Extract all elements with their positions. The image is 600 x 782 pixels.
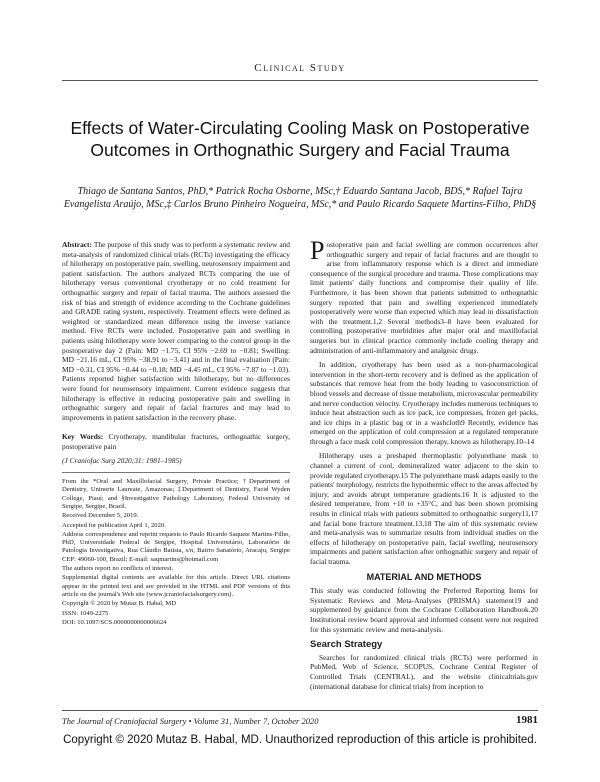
footer-rule <box>62 710 538 711</box>
footnote-issn: ISSN: 1049-2275 <box>62 609 109 617</box>
abstract-heading: Abstract: <box>62 240 92 249</box>
footnote-accepted: Accepted for publication April 1, 2020. <box>62 521 166 529</box>
footnote-received: Received December 5, 2019. <box>62 512 139 520</box>
footer-journal: The Journal of Craniofacial Surgery • Volume 31, Number 7, October 2020 <box>62 716 319 726</box>
keywords-text: Cryotherapy, mandibular fractures, orthognathic surgery, postoperative pain <box>62 432 290 451</box>
copyright-notice: Copyright © 2020 Mutaz B. Habal, MD. Unauthorized reproduction of this article is prohibited. <box>63 734 537 746</box>
page-number: 1981 <box>516 714 538 726</box>
article-title: Effects of Water-Circulating Cooling Mask on Postoperative Outcomes in Orthognathic Surgery and Facial Trauma <box>70 118 530 160</box>
drop-cap: P <box>310 236 325 265</box>
methods-heading: MATERIAL AND METHODS <box>366 571 482 582</box>
abstract <box>62 240 290 422</box>
intro-paragraph-2: In addition, cryotherapy has been used as a non-pharmacological intervention in the short-term recovery and is defined as the application of substances that remove heat from the body leading to vasoconstriction of blood vessels and decrease of tissue metabolism, microvascular permeability and nerve conduction velocity. Cryotherapy includes numerous techniques to induce heat abstraction such as ice pack, ice compresses, frozen gel packs, and ice chips in a plastic bag or in a washcloth9 Recently, evidence has emerged on the application of cold compression at a regulated temperature through a face mask cold compression therapy, known as hilotherapy.10–14 <box>310 360 538 446</box>
intro-text-1: ostoperative pain and facial swelling are common occurrences after orthognathic surgery and repair of facial fractures and are thought to arise from inflammatory response which is a direct and immediate consequence of the surgical procedure and trauma. These complications may limit patients' daily functions and compromise their quality of life. Furthermore, it has been shown that patients submitted to orthognathic surgery reported that pain and swelling experienced immediately postoperatively were worse than expected which may lead in dissatisfaction with the treatment.1,2 Several methods3–8 have been evaluated for controlling postoperative morbidities after major oral and maxillofacial surgeries but in clinical practice commonly include cooling therapy and administration of anti-inflammatory and analgesic drugs. <box>310 240 538 355</box>
footnote-affiliations: From the *Oral and Maxillofacial Surgery, Private Practice; †Department of Dentistry, Uninorte Laureate, Amazonas; ‡Department of Dentistry, Facid Wyden College, Piauí; and §Investigative Pathology Laboratory, Federal University of Sergipe, Sergipe, Brazil. <box>62 478 290 510</box>
footnote-supplemental: Supplemental digital contents are available for this article. Direct URL citations appear in the printed text and are provided in the HTML and PDF versions of this article on the journal's Web site (www.jcraniofacialsurgery.com). <box>62 574 290 598</box>
search-strategy-heading: Search Strategy <box>310 639 383 651</box>
keywords <box>62 432 290 451</box>
abstract-text: The purpose of this study was to perform a systematic review and meta-analysis of randomized clinical trials (RCTs) investigating the efficacy of hilotherapy on postoperative pain, swelling, neurosensory impairment and patient satisfaction. The authors analyzed RCTs comparing the use of hilotherapy versus conventional cryotherapy or no cold treatment for orthognathic surgery and repair of facial trauma. The authors assessed the risk of bias and strength of evidence according to the Cochrane guidelines and GRADE rating system, respectively. Treatment effects were defined as weighted or standardized mean difference using the inverse variance method. Five RCTs were included. Postoperative pain and swelling in patients using hilotherapy were lower comparing to the control group in the postoperative day 2 (Pain: MD −1.75, CI 95% −2.69 to −0.81; Swelling: MD −21.16 mL, CI 95% −38.91 to −3.41) and in the final evaluation (Pain: MD −0.31, CI 95% −0.44 to −0.18; MD −4.45 mL, CI 95% −7.87 to −1.03). Patients reported higher satisfaction with hilotherapy, but no differences were found for neurosensory impairment. Current evidence suggests that hilotherapy is effective in reducing postoperative pain and swelling in orthognathic surgery and repair of facial fractures and may lead to improvements in patient satisfaction in the recovery phase. <box>62 240 291 422</box>
footnote-conflicts: The authors report no conflicts of interest. <box>62 565 174 573</box>
intro-paragraph-1 <box>310 236 538 355</box>
search-strategy-text: Searches for randomized clinical trials (RCTs) were performed in PubMed, Web of Science, SCOPUS, Cochrane Central Register of Controlled Trials (CENTRAL), and the website clinicaltrials.gov (international database for clinical trials) from inception to <box>310 652 538 691</box>
footnote-rule <box>62 472 290 473</box>
author-list: Thiago de Santana Santos, PhD,* Patrick Rocha Osborne, MSc,† Eduardo Santana Jacob, BDS,* Rafael Tajra Evangelista Araújo, MSc,‡ Carlos Bruno Pinheiro Nogueira, MSc,* and Paulo Ricardo Saquete Martins-Filho, PhD§ <box>63 186 537 210</box>
left-column <box>62 240 290 628</box>
footnotes <box>62 478 290 627</box>
footnote-copyright: Copyright © 2020 by Mutaz B. Habal, MD <box>62 600 176 608</box>
keywords-heading: Key Words: <box>62 432 104 442</box>
citation: (J Craniofac Surg 2020;31: 1981–1985) <box>62 456 182 466</box>
intro-paragraph-3: Hilotherapy uses a preshaped thermoplastic polyurethane mask to channel a current of cool, demineralized water adjacent to the skin to provide regulated cryotherapy.15 The polyurethane mask adapts easily to the patients' morphology, restricts the hypothermic effect to the areas affected by injury, and avoids abrupt temperature gradients.16 It is adjusted to the desired temperature, from +10 to +35°C, and has been shown promising results in clinical trials with patients submitted to orthognathic surgery11,17 and facial bone fracture treatment.13,18 The aim of this systematic review and meta-analysis was to summarize results from individual studies on the effects of hilotherapy on postoperative pain, facial swelling, neurosensory impairments and patient satisfaction after orthognathic surgery and repair of facial trauma. <box>310 451 538 566</box>
right-column <box>310 236 538 696</box>
header-rule <box>62 80 538 81</box>
methods-text: This study was conducted following the Preferred Reporting Items for Systematic Reviews and Meta-Analyses (PRISMA) statement19 and supplemented by guidance from the Cochrane Collaboration Handbook.20 Institutional review board approval and informed consent were not required for this systematic review and meta-analysis. <box>310 586 538 634</box>
footnote-doi: DOI: 10.1097/SCS.0000000000006624 <box>62 618 167 626</box>
footnote-correspondence: Address correspondence and reprint requests to Paulo Ricardo Saquete Martins-Filho, PhD, Universidade Federal de Sergipe, Hospital Universitário, Laboratório de Patologia Investigativa, Rua Cláudio Batista, s/n, Bairro Sanatório, Aracaju, Sergipe CEP: 49060-100, Brazil; E-mail: saqmartins@hotmail.com <box>62 530 290 563</box>
section-label: Clinical Study <box>254 62 346 74</box>
